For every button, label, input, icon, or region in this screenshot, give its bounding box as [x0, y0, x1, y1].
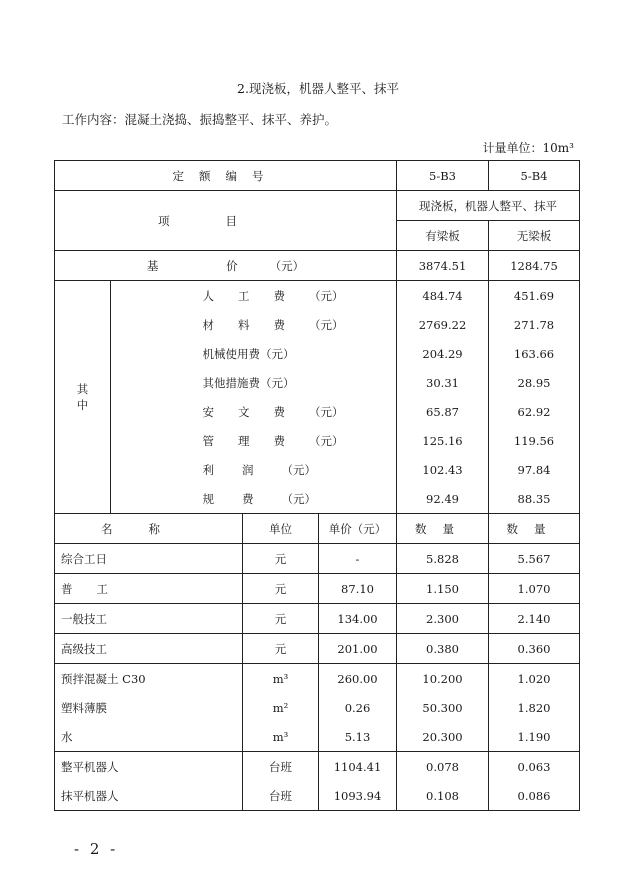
among-row	[55, 310, 580, 339]
resource-qty-b3: 0.380	[397, 634, 489, 664]
resource-price: 1093.94	[319, 781, 397, 811]
among-b4: 163.66	[489, 339, 580, 368]
subtype-b4: 无梁板	[489, 221, 580, 251]
among-label: 其 中	[55, 281, 111, 514]
among-row	[55, 455, 580, 484]
base-price-row	[55, 251, 580, 281]
among-row	[55, 484, 580, 514]
page-number: - 2 -	[74, 840, 119, 858]
resource-row	[55, 574, 580, 604]
resource-row	[55, 752, 580, 782]
resource-qty-b4: 0.086	[489, 781, 580, 811]
base-price-b4: 1284.75	[489, 251, 580, 281]
col-b3-code: 5-B3	[397, 161, 489, 191]
resource-name: 高级技工	[55, 634, 243, 664]
resource-unit: m³	[243, 664, 319, 694]
resource-unit: m²	[243, 693, 319, 722]
resource-qty-b3: 10.200	[397, 664, 489, 694]
resource-name: 普工	[55, 574, 243, 604]
resource-name: 塑料薄膜	[55, 693, 243, 722]
resource-row	[55, 544, 580, 574]
resource-name: 水	[55, 722, 243, 752]
among-row	[55, 368, 580, 397]
among-item-label: 安文费（元）	[243, 397, 397, 426]
resource-unit: 元	[243, 634, 319, 664]
among-b3: 30.31	[397, 368, 489, 397]
among-b4: 451.69	[489, 281, 580, 311]
resource-price: 5.13	[319, 722, 397, 752]
resource-row	[55, 781, 580, 811]
subtype-b3: 有梁板	[397, 221, 489, 251]
resource-unit: 元	[243, 604, 319, 634]
resource-qty-b3: 1.150	[397, 574, 489, 604]
resource-price: 134.00	[319, 604, 397, 634]
resource-name: 综合工日	[55, 544, 243, 574]
resource-qty-b3: 20.300	[397, 722, 489, 752]
resource-qty-b4: 1.020	[489, 664, 580, 694]
resource-name: 一般技工	[55, 604, 243, 634]
resource-qty-b4: 2.140	[489, 604, 580, 634]
col-b4-code: 5-B4	[489, 161, 580, 191]
resource-unit: m³	[243, 722, 319, 752]
base-price-b3: 3874.51	[397, 251, 489, 281]
among-item-label: 人工费（元）	[243, 281, 397, 311]
quota-table	[54, 160, 580, 811]
resource-qty-b3: 0.078	[397, 752, 489, 782]
among-b4: 271.78	[489, 310, 580, 339]
among-item-label: 利润（元）	[243, 455, 397, 484]
project-name-row	[55, 191, 580, 221]
resource-unit: 元	[243, 574, 319, 604]
among-b3: 484.74	[397, 281, 489, 311]
resource-price: 260.00	[319, 664, 397, 694]
resource-price: 0.26	[319, 693, 397, 722]
resource-qty-b4-header: 数量	[489, 514, 580, 544]
among-b3: 2769.22	[397, 310, 489, 339]
among-b3: 92.49	[397, 484, 489, 514]
among-b3: 65.87	[397, 397, 489, 426]
resource-qty-b3-header: 数量	[397, 514, 489, 544]
work-content: 工作内容：混凝土浇捣、振捣整平、抹平、养护。	[62, 112, 338, 127]
resource-name: 整平机器人	[55, 752, 243, 782]
resource-qty-b4: 0.063	[489, 752, 580, 782]
among-row	[55, 397, 580, 426]
among-item-label: 机械使用费（元）	[243, 339, 397, 368]
among-b3: 204.29	[397, 339, 489, 368]
item-label: 项目	[55, 191, 397, 251]
resource-qty-b3: 5.828	[397, 544, 489, 574]
resource-price: -	[319, 544, 397, 574]
resource-row	[55, 634, 580, 664]
measurement-unit: 计量单位：10m³	[482, 141, 574, 155]
resource-unit: 台班	[243, 752, 319, 782]
quota-no-label: 定额编号	[55, 161, 397, 191]
resource-price: 1104.41	[319, 752, 397, 782]
quota-number-row	[55, 161, 580, 191]
among-item-label: 其他措施费（元）	[243, 368, 397, 397]
among-b4: 62.92	[489, 397, 580, 426]
resource-name: 预拌混凝土 C30	[55, 664, 243, 694]
project-name: 现浇板，机器人整平、抹平	[397, 191, 580, 221]
resource-unit-header: 单位	[243, 514, 319, 544]
page-title: 2.现浇板，机器人整平、抹平	[237, 81, 399, 96]
resource-unit: 台班	[243, 781, 319, 811]
among-row	[55, 339, 580, 368]
resource-qty-b4: 1.070	[489, 574, 580, 604]
resource-name-header: 名称	[55, 514, 243, 544]
among-b3: 102.43	[397, 455, 489, 484]
resource-row	[55, 604, 580, 634]
resource-price-header: 单价（元）	[319, 514, 397, 544]
resource-price: 201.00	[319, 634, 397, 664]
resource-qty-b4: 0.360	[489, 634, 580, 664]
resource-row	[55, 664, 580, 694]
resource-qty-b4: 1.190	[489, 722, 580, 752]
among-item-label: 规费（元）	[243, 484, 397, 514]
resource-qty-b3: 2.300	[397, 604, 489, 634]
base-price-label: 基 价（元）	[55, 251, 397, 281]
resource-header-row	[55, 514, 580, 544]
resource-price: 87.10	[319, 574, 397, 604]
among-item-label: 材料费（元）	[243, 310, 397, 339]
among-row	[55, 281, 580, 311]
resource-qty-b4: 1.820	[489, 693, 580, 722]
resource-row	[55, 722, 580, 752]
among-b4: 28.95	[489, 368, 580, 397]
resource-qty-b3: 50.300	[397, 693, 489, 722]
among-b3: 125.16	[397, 426, 489, 455]
resource-name: 抹平机器人	[55, 781, 243, 811]
resource-qty-b4: 5.567	[489, 544, 580, 574]
resource-row	[55, 693, 580, 722]
among-row	[55, 426, 580, 455]
resource-unit: 元	[243, 544, 319, 574]
among-item-label: 管理费（元）	[243, 426, 397, 455]
among-b4: 97.84	[489, 455, 580, 484]
resource-qty-b3: 0.108	[397, 781, 489, 811]
among-b4: 119.56	[489, 426, 580, 455]
among-b4: 88.35	[489, 484, 580, 514]
